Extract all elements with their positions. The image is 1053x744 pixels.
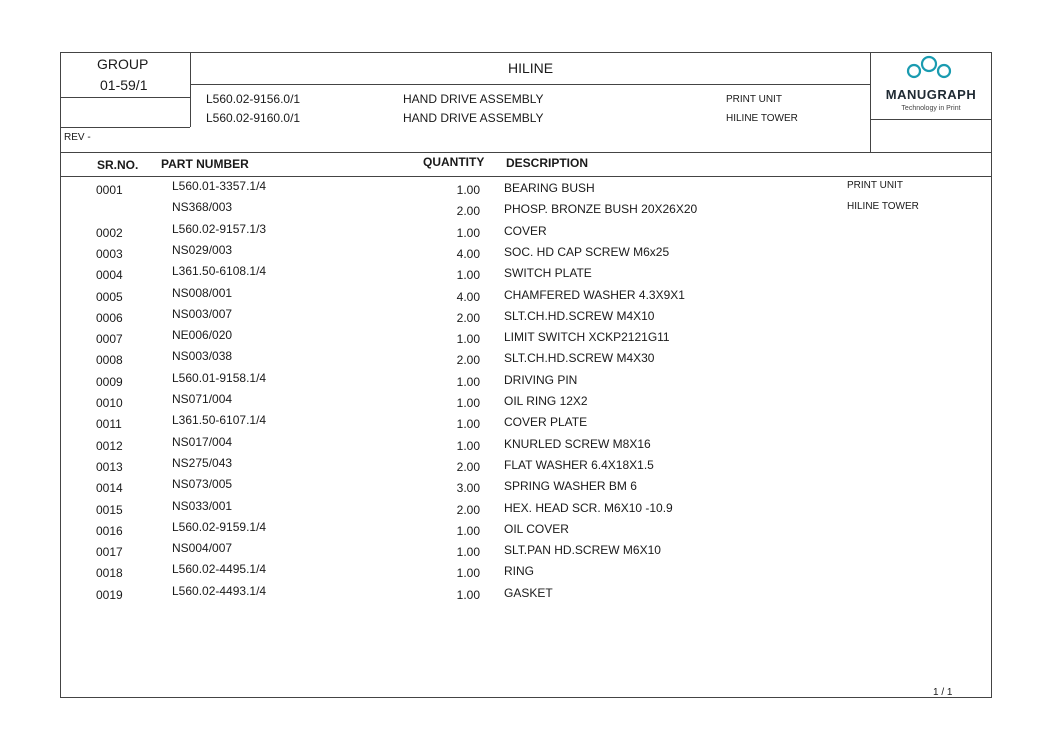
row-part-number: NS033/001: [172, 499, 233, 513]
row-quantity: 4.00: [456, 247, 480, 261]
row-part-number: NS017/004: [172, 435, 233, 449]
row-description: DRIVING PIN: [504, 373, 578, 387]
ref-part-2: L560.02-9160.0/1: [206, 111, 301, 125]
row-part-number: NS073/005: [172, 477, 233, 491]
logo-tagline: Technology in Print: [901, 105, 961, 112]
col-header-part: PART NUMBER: [161, 157, 249, 171]
row-quantity: 1.00: [456, 396, 480, 410]
group-label: GROUP: [97, 56, 149, 72]
row-quantity: 1.00: [456, 268, 480, 282]
row-srno: 0011: [96, 417, 122, 431]
row-srno: 0017: [96, 545, 123, 559]
row-srno: 0016: [96, 524, 123, 538]
column-header-line: [60, 176, 992, 177]
row-part-number: L560.02-4495.1/4: [172, 562, 267, 576]
row-description: GASKET: [504, 586, 553, 600]
row-quantity: 1.00: [456, 524, 480, 538]
row-description: SOC. HD CAP SCREW M6x25: [504, 245, 670, 259]
row-quantity: 2.00: [456, 311, 480, 325]
ref-part-1: L560.02-9156.0/1: [206, 92, 301, 106]
row-description: PHOSP. BRONZE BUSH 20X26X20: [504, 202, 698, 216]
row-srno: 0005: [96, 290, 123, 304]
logo-wordmark: MANUGRAPH: [885, 87, 977, 102]
row-part-number: NE006/020: [172, 328, 233, 342]
row-srno: 0014: [96, 481, 123, 495]
row-quantity: 3.00: [456, 481, 480, 495]
row-quantity: 1.00: [456, 545, 480, 559]
group-code: 01-59/1: [100, 77, 148, 93]
row-part-number: NS029/003: [172, 243, 233, 257]
row-quantity: 1.00: [456, 375, 480, 389]
group-vline: [190, 52, 191, 127]
col-header-desc: DESCRIPTION: [506, 156, 589, 170]
row-quantity: 1.00: [456, 183, 480, 197]
row-description: SLT.CH.HD.SCREW M4X10: [504, 309, 655, 323]
row-description: OIL COVER: [504, 522, 569, 536]
row-description: FLAT WASHER 6.4X18X1.5: [504, 458, 654, 472]
row-part-number: NS008/001: [172, 286, 233, 300]
row-srno: 0019: [96, 588, 123, 602]
side-note-print-unit: PRINT UNIT: [847, 180, 903, 191]
row-part-number: L560.02-9157.1/3: [172, 222, 267, 236]
row-description: LIMIT SWITCH XCKP2121G11: [504, 330, 670, 344]
group-divider: [60, 97, 190, 98]
row-srno: 0006: [96, 311, 123, 325]
page-title: HILINE: [508, 60, 554, 76]
row-part-number: L560.02-9159.1/4: [172, 520, 267, 534]
row-quantity: 1.00: [456, 588, 480, 602]
row-part-number: NS003/007: [172, 307, 233, 321]
row-quantity: 1.00: [456, 226, 480, 240]
row-quantity: 1.00: [456, 332, 480, 346]
row-quantity: 4.00: [456, 290, 480, 304]
row-description: COVER PLATE: [504, 415, 588, 429]
ref-desc-2: HAND DRIVE ASSEMBLY: [403, 111, 544, 125]
ref-location-1: PRINT UNIT: [726, 94, 782, 105]
row-part-number: NS275/043: [172, 456, 233, 470]
row-description: CHAMFERED WASHER 4.3X9X1: [504, 288, 685, 302]
logo-divider: [870, 119, 992, 120]
row-srno: 0018: [96, 566, 123, 580]
row-srno: 0002: [96, 226, 123, 240]
row-description: OIL RING 12X2: [504, 394, 588, 408]
logo-mark-icon: [874, 54, 988, 90]
row-srno: 0008: [96, 353, 123, 367]
row-srno: 0009: [96, 375, 123, 389]
row-description: BEARING BUSH: [504, 181, 595, 195]
row-quantity: 1.00: [456, 417, 480, 431]
row-part-number: NS003/038: [172, 349, 233, 363]
row-description: SLT.PAN HD.SCREW M6X10: [504, 543, 661, 557]
row-description: SWITCH PLATE: [504, 266, 592, 280]
row-quantity: 2.00: [456, 460, 480, 474]
row-description: RING: [504, 564, 534, 578]
row-description: SLT.CH.HD.SCREW M4X30: [504, 351, 655, 365]
col-header-srno: SR.NO.: [97, 158, 139, 172]
logo-vline: [870, 52, 871, 152]
row-description: HEX. HEAD SCR. M6X10 -10.9: [504, 501, 673, 515]
row-srno: 0001: [96, 183, 123, 197]
row-part-number: NS368/003: [172, 200, 233, 214]
header-bottom-line: [60, 152, 992, 153]
row-srno: 0012: [96, 439, 123, 453]
row-quantity: 2.00: [456, 353, 480, 367]
ref-location-2: HILINE TOWER: [726, 113, 798, 124]
row-part-number: L560.01-3357.1/4: [172, 179, 267, 193]
row-part-number: L361.50-6107.1/4: [172, 413, 267, 427]
row-srno: 0013: [96, 460, 123, 474]
row-part-number: L361.50-6108.1/4: [172, 264, 267, 278]
row-srno: 0004: [96, 268, 123, 282]
row-srno: 0015: [96, 503, 123, 517]
row-quantity: 2.00: [456, 204, 480, 218]
row-description: SPRING WASHER BM 6: [504, 479, 637, 493]
row-part-number: NS071/004: [172, 392, 233, 406]
row-srno: 0010: [96, 396, 123, 410]
manugraph-logo: [874, 54, 988, 116]
row-part-number: L560.02-4493.1/4: [172, 584, 267, 598]
side-note-hiline-tower: HILINE TOWER: [847, 201, 919, 212]
page-number: 1 / 1: [933, 687, 953, 698]
row-description: COVER: [504, 224, 547, 238]
row-quantity: 2.00: [456, 503, 480, 517]
ref-desc-1: HAND DRIVE ASSEMBLY: [403, 92, 544, 106]
row-part-number: NS004/007: [172, 541, 233, 555]
row-srno: 0007: [96, 332, 123, 346]
row-quantity: 1.00: [456, 439, 480, 453]
row-description: KNURLED SCREW M8X16: [504, 437, 651, 451]
row-part-number: L560.01-9158.1/4: [172, 371, 267, 385]
rev-label: REV -: [64, 132, 91, 143]
row-quantity: 1.00: [456, 566, 480, 580]
title-divider: [190, 84, 870, 85]
row-srno: 0003: [96, 247, 123, 261]
col-header-qty: QUANTITY: [423, 155, 485, 169]
rev-divider-top: [60, 127, 190, 128]
